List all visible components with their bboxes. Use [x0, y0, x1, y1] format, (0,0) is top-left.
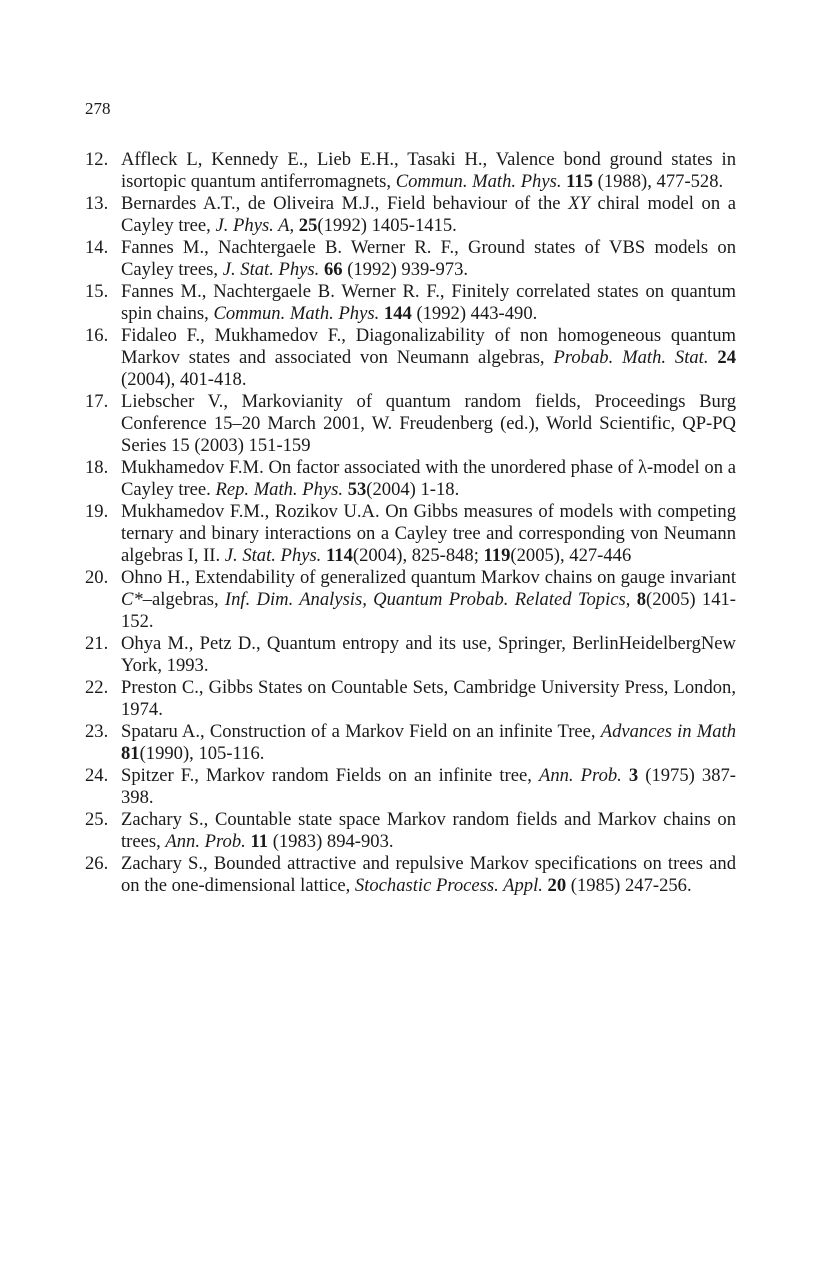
bold-volume: 81	[121, 743, 140, 764]
reference-number: 16.	[85, 325, 109, 346]
text-span: (2005), 427-446	[510, 545, 632, 566]
reference-entry	[85, 567, 736, 633]
italic-span: J. Stat. Phys.	[224, 545, 322, 566]
reference-text	[121, 501, 736, 566]
text-span: ,	[625, 589, 637, 610]
reference-number: 26.	[85, 853, 109, 874]
text-span: (1992) 1405-1415.	[317, 215, 457, 236]
reference-number: 17.	[85, 391, 109, 412]
italic-span: Stochastic Process. Appl.	[354, 875, 543, 896]
reference-text	[121, 677, 736, 720]
text-span: –algebras,	[142, 589, 225, 610]
reference-text	[121, 193, 736, 236]
reference-text	[121, 391, 736, 456]
text-span: Fannes M., Nachtergaele B. Werner R. F., Ground states of VBS models on Cayley trees,	[121, 237, 736, 280]
bold-volume: 115	[566, 171, 594, 192]
italic-span: XY	[568, 193, 590, 214]
text-span: (1992) 443-490.	[411, 303, 538, 324]
text-span: (1975) 387-398.	[121, 765, 736, 808]
reference-entry	[85, 391, 736, 457]
reference-text	[121, 281, 736, 324]
italic-span: Ann. Prob.	[165, 831, 246, 852]
reference-entry	[85, 677, 736, 721]
reference-text	[121, 809, 736, 852]
reference-entry	[85, 765, 736, 809]
text-span: (1985) 247-256.	[566, 875, 692, 896]
reference-entry	[85, 325, 736, 391]
reference-list	[85, 149, 736, 897]
text-span: Zachary S., Countable state space Markov random fields and Markov chains on trees,	[121, 809, 736, 852]
text-span: (2004), 401-418.	[121, 369, 247, 390]
text-span	[622, 765, 629, 786]
bold-volume: 20	[547, 875, 567, 896]
italic-span: Probab. Math. Stat.	[553, 347, 709, 368]
bold-volume: 144	[383, 303, 412, 324]
reference-text	[121, 633, 736, 676]
text-span: (2004), 825-848;	[352, 545, 484, 566]
text-span: Fannes M., Nachtergaele B. Werner R. F., Finitely correlated states on quantum spin chains,	[121, 281, 736, 324]
bold-volume: 25	[298, 215, 318, 236]
reference-text	[121, 149, 736, 192]
reference-number: 23.	[85, 721, 109, 742]
italic-span: Advances in Math	[600, 721, 736, 742]
bold-volume: 8	[636, 589, 647, 610]
bold-volume: 119	[483, 545, 511, 566]
text-span: (1990), 105-116.	[139, 743, 265, 764]
italic-span: Inf. Dim. Analysis, Quantum Probab. Related Topics	[224, 589, 626, 610]
text-span: Liebscher V., Markovianity of quantum random fields, Proceedings Burg Conference 15–20 March 2001, W. Freudenberg (ed.), World Scientific, QP-PQ Series 15 (2003) 151-159	[121, 391, 736, 456]
text-span: (1988), 477-528.	[593, 171, 724, 192]
bold-volume: 114	[326, 545, 353, 566]
text-span: Ohno H., Extendability of generalized quantum Markov chains on gauge invariant	[121, 567, 736, 588]
italic-span: Ann. Prob.	[538, 765, 622, 786]
text-span: Preston C., Gibbs States on Countable Sets, Cambridge University Press, London, 1974.	[121, 677, 736, 720]
reference-number: 20.	[85, 567, 109, 588]
reference-number: 22.	[85, 677, 109, 698]
reference-number: 25.	[85, 809, 109, 830]
italic-span: J. Phys. A	[215, 215, 290, 236]
reference-text	[121, 567, 736, 632]
bold-volume: 3	[628, 765, 639, 786]
reference-number: 19.	[85, 501, 109, 522]
italic-span: Commun. Math. Phys.	[395, 171, 562, 192]
reference-entry	[85, 721, 736, 765]
reference-text	[121, 721, 736, 764]
italic-span: C*	[121, 589, 143, 610]
reference-entry	[85, 501, 736, 567]
text-span: Spitzer F., Markov random Fields on an infinite tree,	[121, 765, 539, 786]
text-span: Affleck L, Kennedy E., Lieb E.H., Tasaki H., Valence bond ground states in isortopic quantum antiferromagnets,	[121, 149, 736, 192]
bold-volume: 66	[323, 259, 343, 280]
text-span: Spataru A., Construction of a Markov Field on an infinite Tree,	[121, 721, 601, 742]
text-span: Mukhamedov F.M. On factor associated with the unordered phase of λ-model on a Cayley tree.	[121, 457, 736, 500]
reference-number: 18.	[85, 457, 109, 478]
reference-number: 15.	[85, 281, 109, 302]
reference-number: 14.	[85, 237, 109, 258]
text-span: Ohya M., Petz D., Quantum entropy and its use, Springer, BerlinHeidelbergNew York, 1993.	[121, 633, 736, 676]
reference-number: 21.	[85, 633, 109, 654]
text-span: Fidaleo F., Mukhamedov F., Diagonalizability of non homogeneous quantum Markov states and associated von Neumann algebras,	[121, 325, 736, 368]
reference-number: 13.	[85, 193, 109, 214]
reference-entry	[85, 237, 736, 281]
reference-text	[121, 765, 736, 808]
text-span: Mukhamedov F.M., Rozikov U.A. On Gibbs measures of models with competing ternary and binary interactions on a Cayley tree and corresponding von Neumann algebras I, II.	[121, 501, 736, 566]
reference-entry	[85, 633, 736, 677]
reference-entry	[85, 809, 736, 853]
text-span: (1983) 894-903.	[268, 831, 394, 852]
reference-entry	[85, 457, 736, 501]
reference-entry	[85, 149, 736, 193]
reference-text	[121, 325, 736, 390]
reference-number: 24.	[85, 765, 109, 786]
reference-text	[121, 853, 736, 896]
text-span: Zachary S., Bounded attractive and repulsive Markov specifications on trees and on the one-dimensional lattice,	[121, 853, 736, 896]
bold-volume: 11	[250, 831, 269, 852]
page-number: 278	[85, 99, 111, 118]
reference-text	[121, 237, 736, 280]
reference-entry	[85, 853, 736, 897]
text-span: (2005) 141-152.	[121, 589, 736, 632]
bold-volume: 24	[717, 347, 736, 368]
reference-entry	[85, 281, 736, 325]
bold-volume: 53	[347, 479, 367, 500]
text-span: Bernardes A.T., de Oliveira M.J., Field behaviour of the	[121, 193, 569, 214]
italic-span: Commun. Math. Phys.	[213, 303, 380, 324]
reference-number: 12.	[85, 149, 109, 170]
text-span: ,	[289, 215, 299, 236]
italic-span: J. Stat. Phys.	[222, 259, 320, 280]
text-span: (2004) 1-18.	[366, 479, 460, 500]
text-span: (1992) 939-973.	[342, 259, 469, 280]
text-span: chiral model on a Cayley tree,	[121, 193, 736, 236]
italic-span: Rep. Math. Phys.	[215, 479, 344, 500]
reference-entry	[85, 193, 736, 237]
reference-text	[121, 457, 736, 500]
